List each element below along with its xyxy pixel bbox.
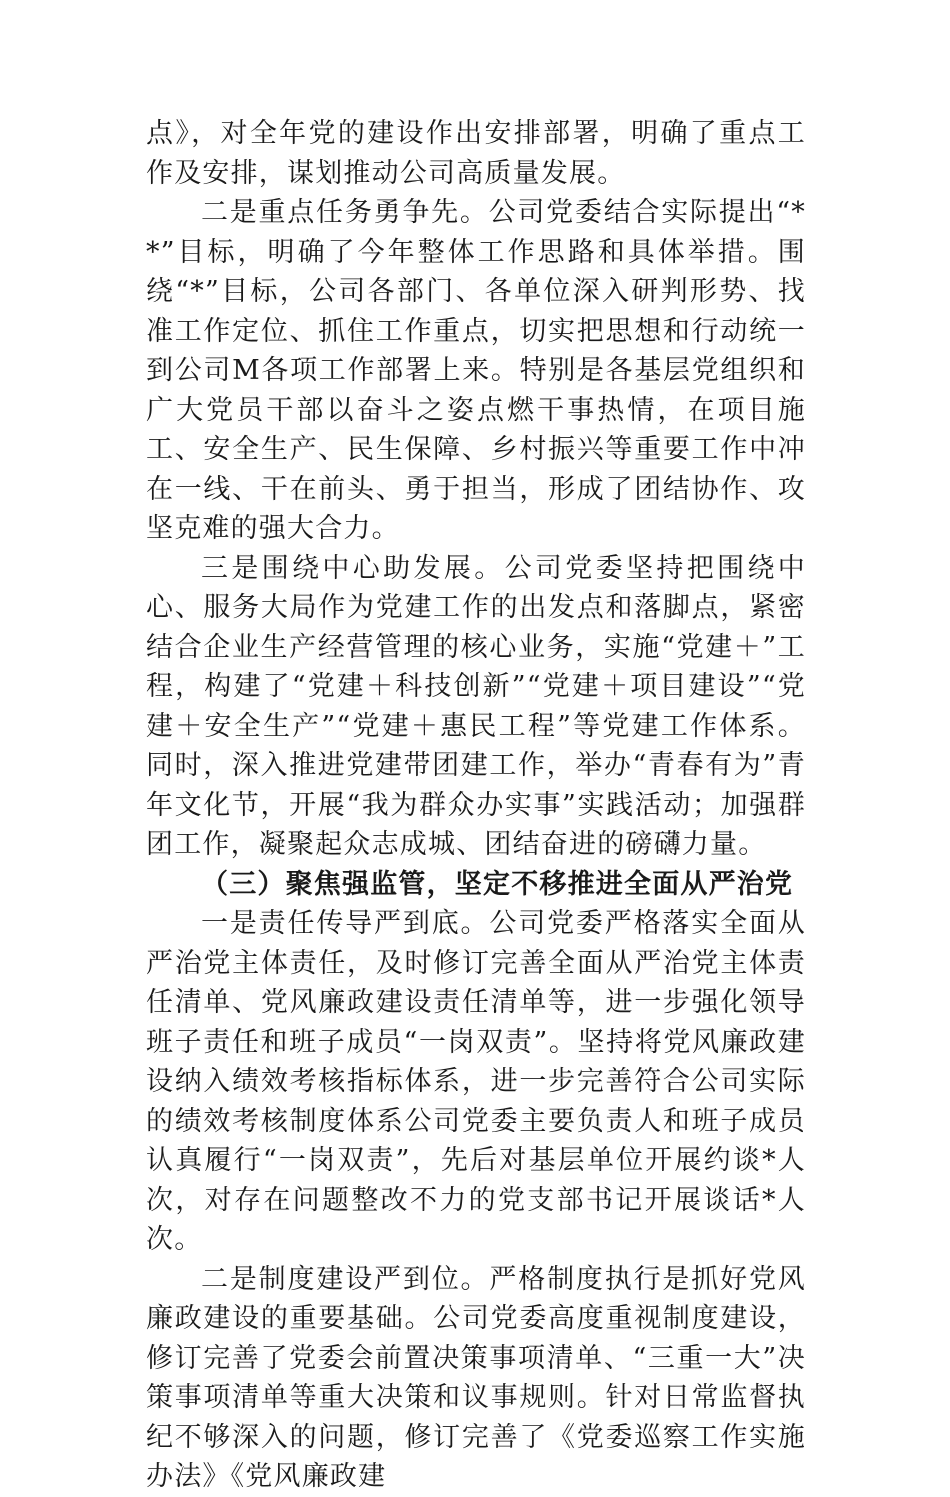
paragraph-responsibility: 一是责任传导严到底。公司党委严格落实全面从严治党主体责任，及时修订完善全面从严治党主体责任清单、党风廉政建设责任清单等，进一步强化领导班子责任和班子成员“一岗双责”。坚持将党风廉政建设纳入绩效考核指标体系，进一步完善符合公司实际的绩效考核制度体系公司党委主要负责人和班子成员认真履行“一岗双责”，先后对基层单位开展约谈*人次，对存在问题整改不力的党支部书记开展谈话*人次。	[146, 908, 806, 1255]
paragraph-continuation: 点》，对全年党的建设作出安排部署，明确了重点工作及安排，谋划推动公司高质量发展。	[146, 118, 806, 189]
document-body	[146, 114, 806, 1497]
paragraph-system-building: 二是制度建设严到位。严格制度执行是抓好党风廉政建设的重要基础。公司党委高度重视制度建设，修订完善了党委会前置决策事项清单、“三重一大”决策事项清单等重大决策和议事规则。针对日常监督执纪不够深入的问题，修订完善了《党委巡察工作实施办法》《党风廉政建	[146, 1263, 806, 1492]
paragraph-center-development: 三是围绕中心助发展。公司党委坚持把围绕中心、服务大局作为党建工作的出发点和落脚点，紧密结合企业生产经营管理的核心业务，实施“党建＋”工程，构建了“党建＋科技创新”“党建＋项目建设”“党建＋安全生产”“党建＋惠民工程”等党建工作体系。同时，深入推进党建带团建工作，举办“青春有为”青年文化节，开展“我为群众办实事”实践活动；加强群团工作，凝聚起众志成城、团结奋进的磅礴力量。	[146, 552, 806, 860]
section-heading: （三）聚焦强监管，坚定不移推进全面从严治党	[201, 868, 794, 900]
paragraph-key-tasks: 二是重点任务勇争先。公司党委结合实际提出“**”目标，明确了今年整体工作思路和具体举措。围绕“*”目标，公司各部门、各单位深入研判形势、找准工作定位、抓住工作重点，切实把思想和行动统一到公司M各项工作部署上来。特别是各基层党组织和广大党员干部以奋斗之姿点燃干事热情，在项目施工、安全生产、民生保障、乡村振兴等重要工作中冲在一线、干在前头、勇于担当，形成了团结协作、攻坚克难的强大合力。	[146, 197, 806, 544]
